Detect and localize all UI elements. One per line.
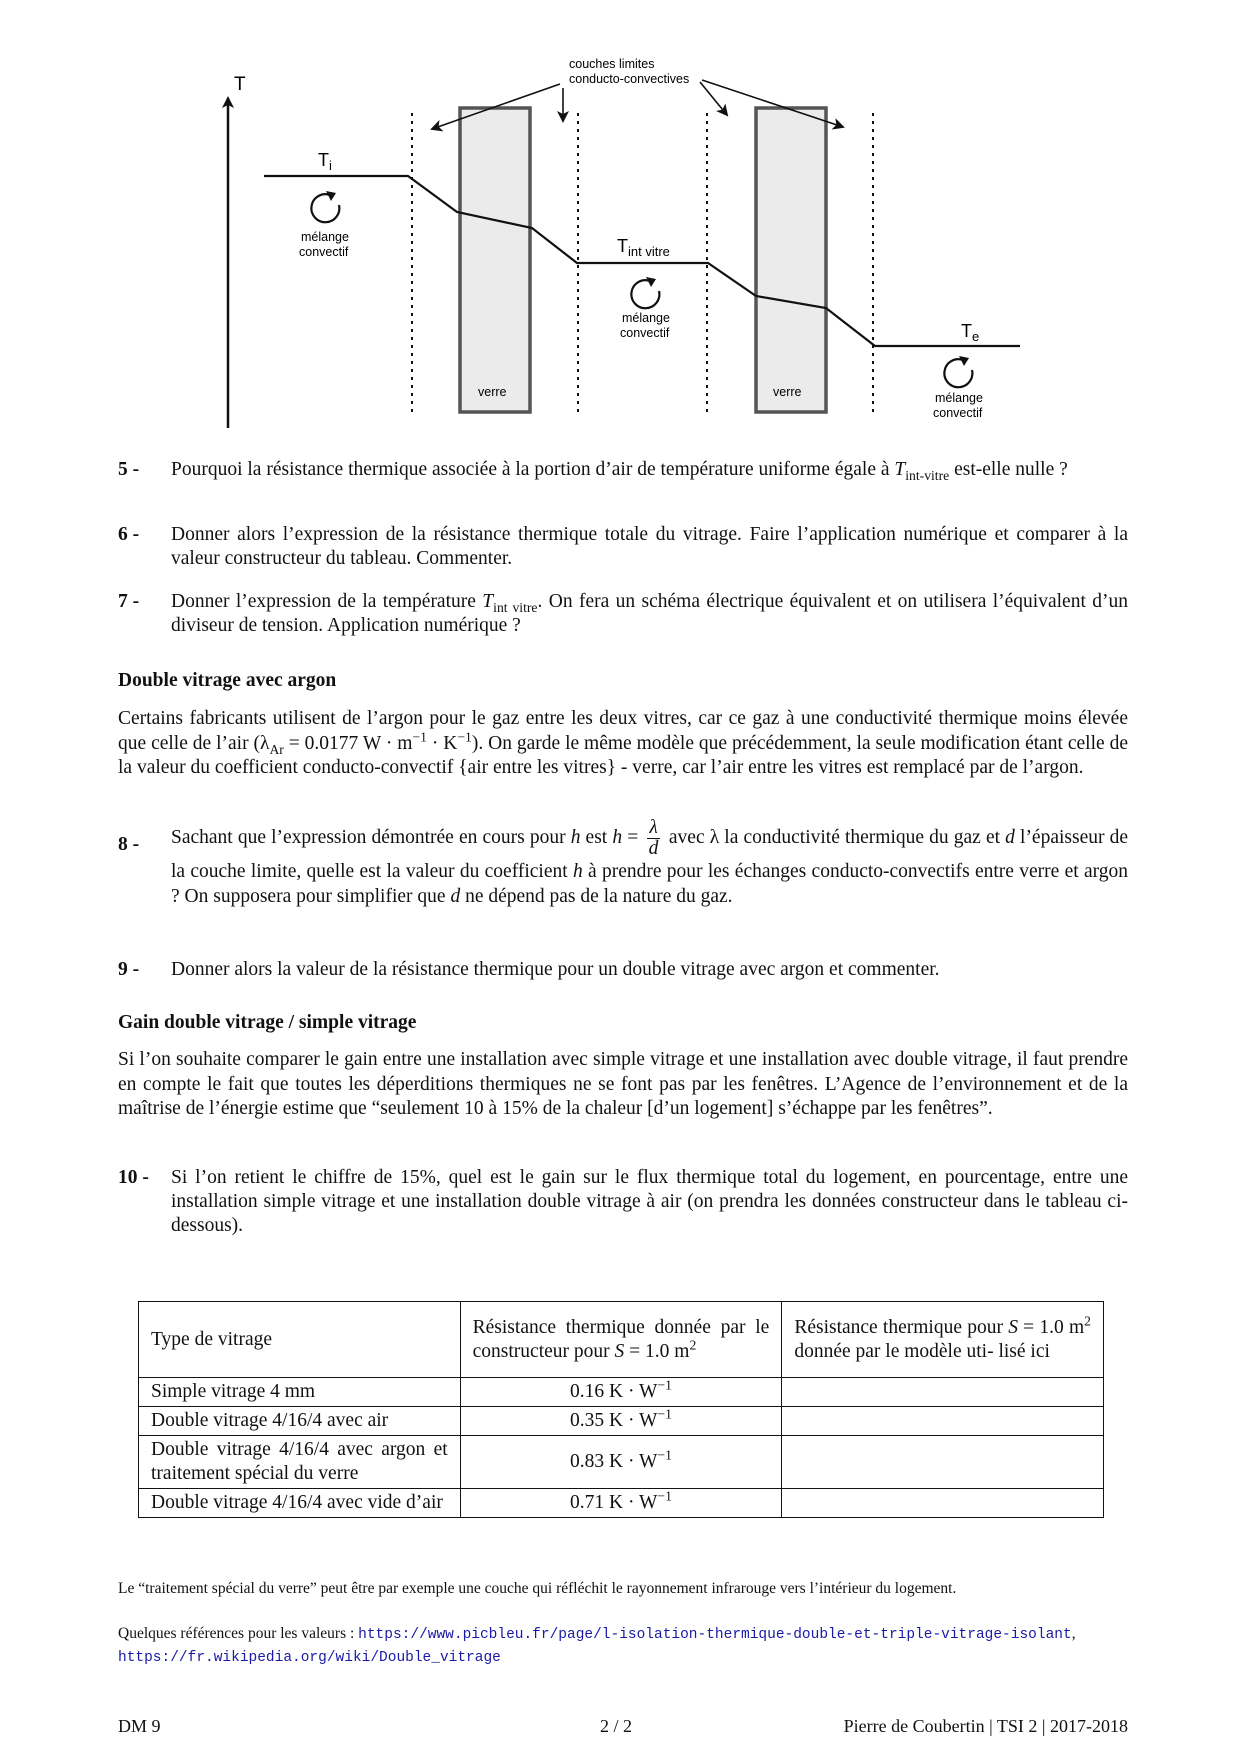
question-9 — [118, 958, 1128, 982]
table-row — [139, 1378, 1104, 1407]
table-row — [139, 1436, 1104, 1489]
question-7 — [118, 590, 1128, 638]
fraction — [647, 818, 659, 859]
mix-label: convectif — [933, 406, 983, 420]
question-text: . On fera un schéma électrique équivalent et on utilisera l’équivalent d’un diviseur de tension. Application numérique ? — [171, 591, 1129, 636]
math-var: T — [894, 459, 906, 480]
glass-pane-left — [460, 108, 530, 412]
table-header-cell: Résistance thermique donnée par le constructeur pour S = 1.0 $m^2$ — [460, 1302, 782, 1378]
math-var: T — [482, 591, 494, 612]
question-5 — [118, 458, 1128, 482]
mix-label: convectif — [620, 326, 670, 340]
temperature-profile-diagram — [0, 0, 1240, 440]
question-text: avec λ la conductivité thermique du gaz et — [663, 826, 1006, 848]
section-title-argon: Double vitrage avec argon — [118, 670, 337, 691]
glazing-table — [138, 1301, 1104, 1518]
table-cell — [782, 1378, 1104, 1407]
math-sub: int-vitre — [905, 467, 950, 483]
table-cell: Double vitrage 4/16/4 avec argon et traitement spécial du verre — [139, 1436, 461, 1489]
note-references: Quelques références pour les valeurs : https://www.picbleu.fr/page/l-isolation-thermique-double-et-triple-vitrage-isolant, https://fr.wikipedia.org/wiki/Double_vitrage — [118, 1625, 1076, 1666]
fraction-numerator: λ — [649, 817, 658, 838]
question-number: 7 - — [118, 591, 140, 612]
glass-pane-right — [756, 108, 826, 412]
table-cell — [782, 1489, 1104, 1518]
annotation-label: conducto-convectives — [569, 72, 690, 86]
footer-right: Pierre de Coubertin | TSI 2 | 2017-2018 — [843, 1716, 1128, 1736]
question-text: est — [580, 826, 613, 848]
section-gain-paragraph: Si l’on souhaite comparer le gain entre une installation avec simple vitrage et une installation avec double vitrage, il faut prendre en compte le fait que toutes les déperditions thermiques ne se font pas par les fenêtres. L’Agence de l’environnement et de la maîtrise de l’énergie estime que “seulement 10 à 15% de la chaleur [d’un logement] s’échappe par les fenêtres”. — [118, 1049, 1128, 1119]
table-cell: 0.71 $K \cdot W^{-1}$ — [460, 1489, 782, 1518]
section-argon-paragraph: Certains fabricants utilisent de l’argon pour le gaz entre les deux vitres, car ce gaz à une conductivité thermique moins élevée que celle de l’air ($\lambda_{Ar} = 0.0177$ $W \cdot m^{-1} \cdot K^{-1}$). On garde le même modèle que précédemment, la seule modification étant celle de la valeur du coefficient conducto-convectif {air entre les vitres} - verre, car l’air entre les vitres est remplacé par de l’argon. — [118, 708, 1128, 778]
mix-label: mélange — [935, 391, 983, 405]
math-var: h — [570, 826, 581, 848]
question-text: Sachant que l’expression démontrée en cours pour — [171, 826, 571, 848]
math-var: d — [1005, 826, 1015, 848]
reference-link-wikipedia[interactable]: https://fr.wikipedia.org/wiki/Double_vitrage — [118, 1650, 501, 1666]
math-sub: int vitre — [493, 599, 538, 615]
question-text: Pourquoi la résistance thermique associée à la portion d’air de température uniforme égale à — [171, 459, 895, 480]
mix-label: mélange — [301, 230, 349, 244]
note-text: Quelques références pour les valeurs : — [118, 1625, 359, 1642]
table-cell: Double vitrage 4/16/4 avec air — [139, 1407, 461, 1436]
table-row — [139, 1407, 1104, 1436]
table-row — [139, 1489, 1104, 1518]
math-var: d — [450, 886, 461, 907]
math-var: h — [572, 861, 583, 882]
math-var: h — [612, 826, 623, 848]
question-text: ne dépend pas de la nature du gaz. — [460, 886, 733, 907]
table-cell: 0.16 $K \cdot W^{-1}$ — [460, 1378, 782, 1407]
table-header-cell: Résistance thermique pour S = 1.0 $m^2$ donnée par le modèle uti- lisé ici — [782, 1302, 1104, 1378]
question-number: 6 - — [118, 524, 140, 545]
question-text: Donner alors la valeur de la résistance thermique pour un double vitrage avec argon et commenter. — [171, 959, 940, 980]
table-header-row — [139, 1302, 1104, 1378]
question-8 — [118, 818, 1128, 909]
convection-icon — [311, 191, 339, 222]
question-10 — [118, 1166, 1128, 1238]
table-cell: 0.35 $K \cdot W^{-1}$ — [460, 1407, 782, 1436]
question-number: 9 - — [118, 959, 140, 980]
question-text: Si l’on retient le chiffre de 15%, quel est le gain sur le flux thermique total du logement, en pourcentage, entre une installation simple vitrage et une installation double vitrage à air (on prendra les données constructeur dans le tableau ci-dessous). — [171, 1167, 1128, 1236]
glass-label-right: verre — [773, 385, 802, 399]
section-title-gain: Gain double vitrage / simple vitrage — [118, 1012, 417, 1033]
temp-inside-label: $T_i$ — [318, 150, 332, 173]
table-cell: 0.83 $K \cdot W^{-1}$ — [460, 1436, 782, 1489]
axis-label: T — [234, 74, 246, 95]
mix-label: mélange — [622, 311, 670, 325]
question-text: est-elle nulle ? — [949, 459, 1068, 480]
question-6 — [118, 523, 1128, 571]
question-number: 10 - — [118, 1167, 149, 1188]
question-text: Donner alors l’expression de la résistance thermique totale du vitrage. Faire l’application numérique et comparer à la valeur constructeur du tableau. Commenter. — [171, 524, 1128, 569]
table-header-cell: Type de vitrage — [139, 1302, 461, 1378]
temp-middle-label: $T_{int vitre}$ — [617, 236, 670, 259]
question-text: Donner l’expression de la température — [171, 591, 483, 612]
glass-label-left: verre — [478, 385, 507, 399]
footer-left: DM 9 — [118, 1716, 161, 1736]
mix-label: convectif — [299, 245, 349, 259]
convection-icon — [944, 356, 972, 387]
table-cell — [782, 1407, 1104, 1436]
question-number: 8 - — [118, 834, 140, 855]
table-cell: Double vitrage 4/16/4 avec vide d’air — [139, 1489, 461, 1518]
question-number: 5 - — [118, 459, 140, 480]
footer-page-number: 2 / 2 — [600, 1716, 633, 1736]
note-treatment: Le “traitement spécial du verre” peut être par exemple une couche qui réfléchit le rayonnement infrarouge vers l’intérieur du logement. — [118, 1580, 957, 1597]
table-cell — [782, 1436, 1104, 1489]
annotation-label: couches limites — [569, 57, 655, 71]
fraction-denominator: d — [648, 838, 659, 859]
question-text: l’épaisseur de la couche limite, quelle est la valeur du coefficient — [171, 826, 1129, 882]
convection-icon — [631, 277, 659, 308]
temp-exterior-label: $T_e$ — [961, 321, 980, 344]
table-cell: Simple vitrage 4 mm — [139, 1378, 461, 1407]
question-text: à prendre pour les échanges conducto-convectifs entre verre et argon ? On supposera pour simplifier que — [171, 861, 1128, 907]
reference-link-picbleu[interactable]: https://www.picbleu.fr/page/l-isolation-thermique-double-et-triple-vitrage-isolant — [358, 1627, 1072, 1643]
math-eq: = — [622, 826, 644, 848]
